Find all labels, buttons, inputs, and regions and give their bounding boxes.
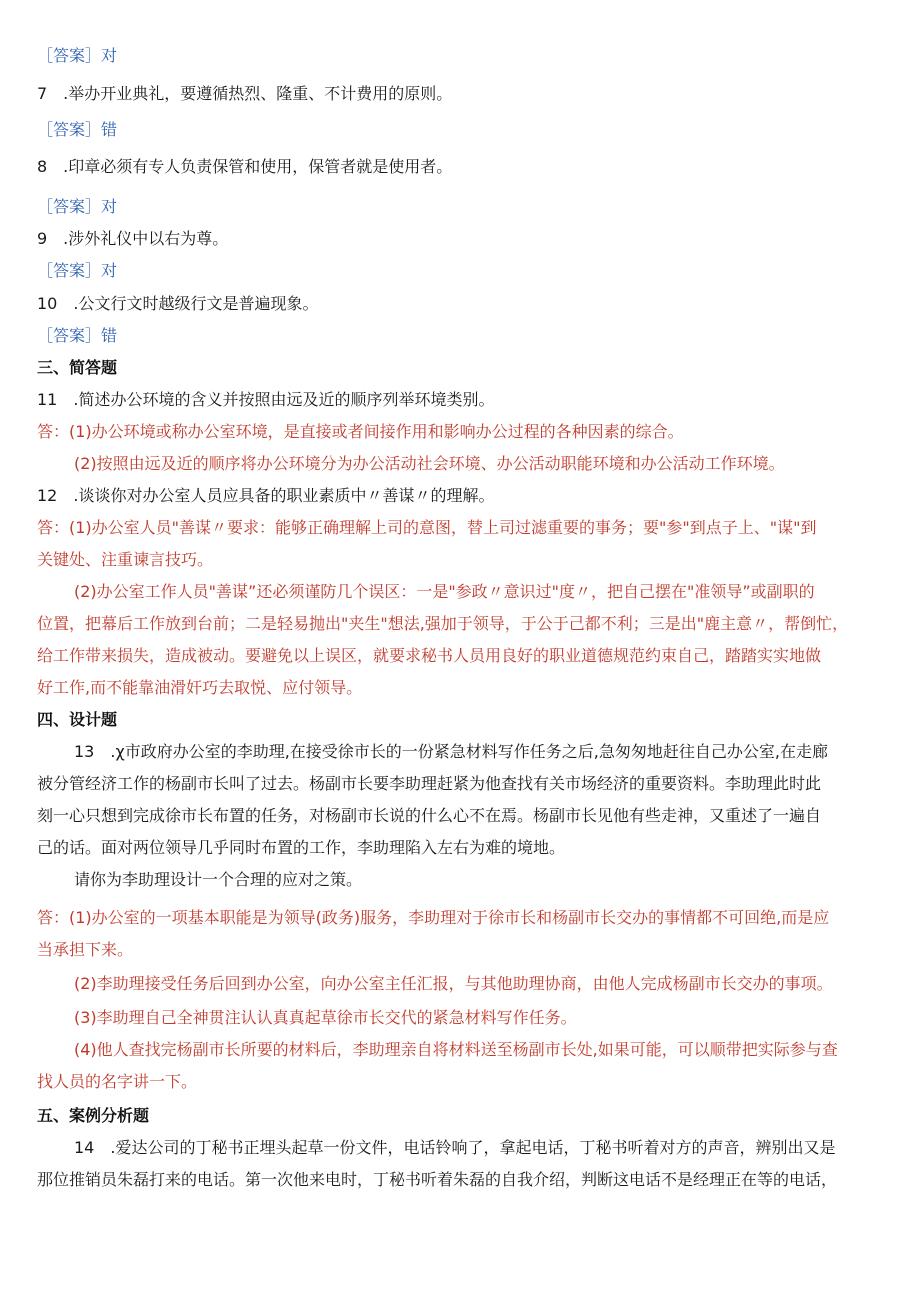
question-14-line1: 14 .爱达公司的丁秘书正埋头起草一份文件，电话铃响了，拿起电话，丁秘书听着对方的声音，辨别出又是 (74, 1138, 836, 1157)
section-title-short-answer: 三、简答题 (37, 358, 118, 377)
question-8: 8 .印章必须有专人负责保管和使用，保管者就是使用者。 (37, 157, 453, 176)
question-10: 10 .公文行文时越级行文是普遍现象。 (37, 294, 319, 313)
answer-12-part2-line1: (2)办公室工作人员"善谋”还必须谨防几个误区：一是"参政〃意识过"度〃，把自己摆在"准领导”或副职的 (74, 582, 815, 601)
answer-11-part2: (2)按照由远及近的顺序将办公环境分为办公活动社会环境、办公活动职能环境和办公活动工作环境。 (74, 454, 785, 473)
question-7: 7 .举办开业典礼，要遵循热烈、隆重、不计费用的原则。 (37, 84, 453, 103)
answer-10: ［答案］错 (37, 326, 118, 345)
question-13-line4: 己的话。面对两位领导几乎同时布置的工作，李助理陷入左右为难的境地。 (37, 838, 566, 857)
answer-12-part1-line2: 关键处、注重谏言技巧。 (37, 550, 214, 569)
answer-9: ［答案］对 (37, 261, 118, 280)
question-13-line2: 被分管经济工作的杨副市长叫了过去。杨副市长要李助理赶紧为他查找有关市场经济的重要资料。李助理此时此 (37, 774, 822, 793)
question-14-line2: 那位推销员朱磊打来的电话。第一次他来电时，丁秘书听着朱磊的自我介绍，判断这电话不是经理正在等的电话， (37, 1170, 838, 1189)
question-13-line3: 刻一心只想到完成徐市长布置的任务，对杨副市长说的什么心不在焉。杨副市长见他有些走神，又重述了一遍自 (37, 806, 822, 825)
question-13-line1: 13 .χ市政府办公室的李助理,在接受徐市长的一份紧急材料写作任务之后,急匆匆地赶往自己办公室,在走廊 (74, 742, 828, 761)
question-9: 9 .涉外礼仪中以右为尊。 (37, 229, 229, 248)
answer-12-part2-line2: 位置，把幕后工作放到台前；二是轻易抛出"夹生"想法,强加于领导，于公于己都不利；三是出"鹿主意〃，帮倒忙， (37, 614, 849, 633)
answer-6: ［答案］对 (37, 46, 118, 65)
section-title-case-analysis: 五、案例分析题 (37, 1106, 150, 1125)
answer-7: ［答案］错 (37, 120, 118, 139)
section-title-design: 四、设计题 (37, 710, 118, 729)
answer-11-part1: 答：(1)办公环境或称办公室环境，是直接或者间接作用和影响办公过程的各种因素的综合。 (37, 422, 684, 441)
answer-13-part1-line2: 当承担下来。 (37, 940, 134, 959)
question-13-prompt: 请你为李助理设计一个合理的应对之策。 (74, 870, 363, 889)
answer-12-part2-line3: 给工作带来损失，造成被动。要避免以上误区，就要求秘书人员用良好的职业道德规范约束自己，踏踏实实地做 (37, 646, 822, 665)
answer-13-part4-line2: 找人员的名字讲一下。 (37, 1072, 198, 1091)
answer-12-part2-line4: 好工作,而不能靠油滑奸巧去取悦、应付领导。 (37, 678, 363, 697)
answer-13-part1-line1: 答：(1)办公室的一项基本职能是为领导(政务)服务，李助理对于徐市长和杨副市长交办的事情都不可回绝,而是应 (37, 908, 830, 927)
answer-13-part2: (2)李助理接受任务后回到办公室，向办公室主任汇报，与其他助理协商，由他人完成杨副市长交办的事项。 (74, 974, 833, 993)
question-12: 12 .谈谈你对办公室人员应具备的职业素质中〃善谋〃的理解。 (37, 486, 495, 505)
answer-13-part4-line1: (4)他人查找完杨副市长所要的材料后，李助理亲自将材料送至杨副市长处,如果可能，可以顺带把实际参与查 (74, 1040, 838, 1059)
answer-8: ［答案］对 (37, 197, 118, 216)
answer-13-part3: (3)李助理自己全神贯注认认真真起草徐市长交代的紧急材料写作任务。 (74, 1008, 577, 1027)
question-11: 11 .简述办公环境的含义并按照由远及近的顺序列举环境类别。 (37, 390, 495, 409)
answer-12-part1-line1: 答：(1)办公室人员"善谋〃要求：能够正确理解上司的意图，替上司过滤重要的事务；要"参"到点子上、"谋"到 (37, 518, 817, 537)
